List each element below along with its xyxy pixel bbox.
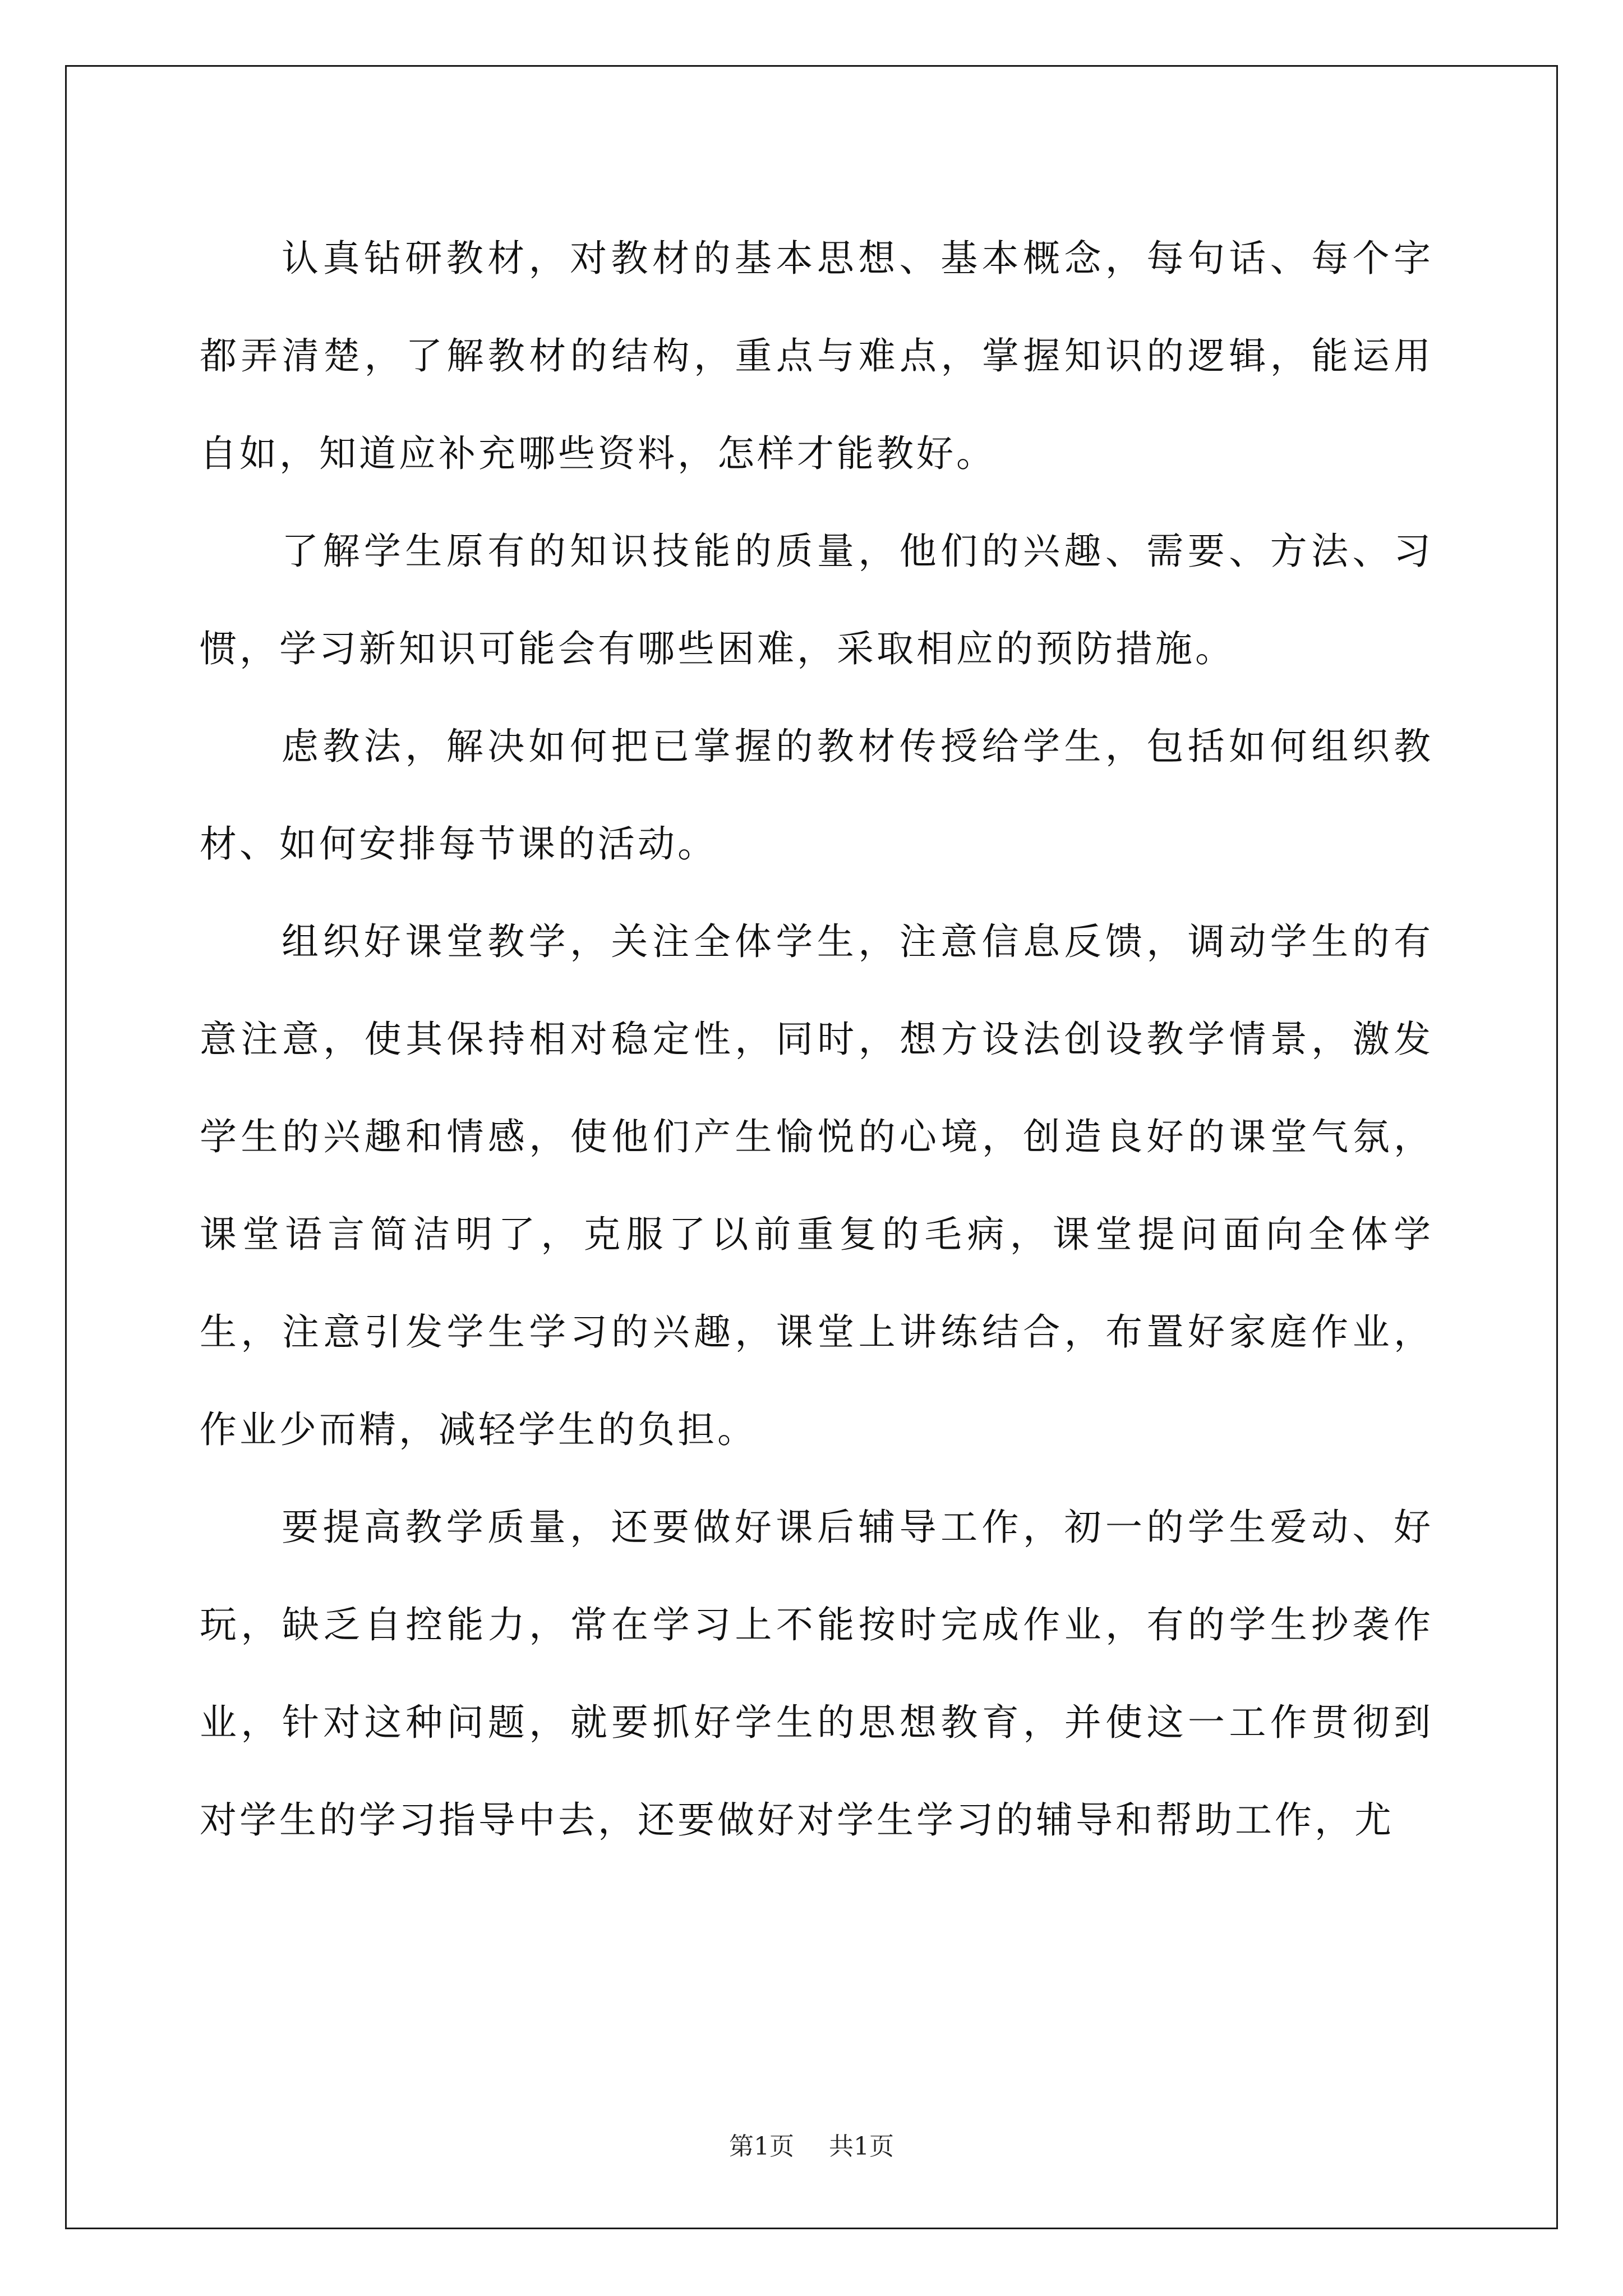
page-number-current: 第1页 bbox=[729, 2132, 794, 2161]
document-body bbox=[200, 210, 1433, 1869]
paragraph-2: 了解学生原有的知识技能的质量，他们的兴趣、需要、方法、习惯，学习新知识可能会有哪些困难，采取相应的预防措施。 bbox=[200, 530, 1433, 670]
page-number-total: 共1页 bbox=[829, 2132, 894, 2161]
page-footer bbox=[0, 2130, 1623, 2164]
paragraph-1: 认真钻研教材，对教材的基本思想、基本概念，每句话、每个字都弄清楚，了解教材的结构，重点与难点，掌握知识的逻辑，能运用自如，知道应补充哪些资料，怎样才能教好。 bbox=[200, 237, 1433, 475]
paragraph-4: 组织好课堂教学，关注全体学生，注意信息反馈，调动学生的有意注意，使其保持相对稳定性，同时，想方设法创设教学情景，激发学生的兴趣和情感，使他们产生愉悦的心境，创造良好的课堂气氛，课堂语言简洁明了，克服了以前重复的毛病，课堂提问面向全体学生，注意引发学生学习的兴趣，课堂上讲练结合，布置好家庭作业，作业少而精，减轻学生的负担。 bbox=[200, 920, 1433, 1451]
paragraph-5: 要提高教学质量，还要做好课后辅导工作，初一的学生爱动、好玩，缺乏自控能力，常在学习上不能按时完成作业，有的学生抄袭作业，针对这种问题，就要抓好学生的思想教育，并使这一工作贯彻到对学生的学习指导中去，还要做好对学生学习的辅导和帮助工作，尤 bbox=[200, 1506, 1433, 1842]
paragraph-3: 虑教法，解决如何把已掌握的教材传授给学生，包括如何组织教材、如何安排每节课的活动。 bbox=[200, 725, 1433, 866]
